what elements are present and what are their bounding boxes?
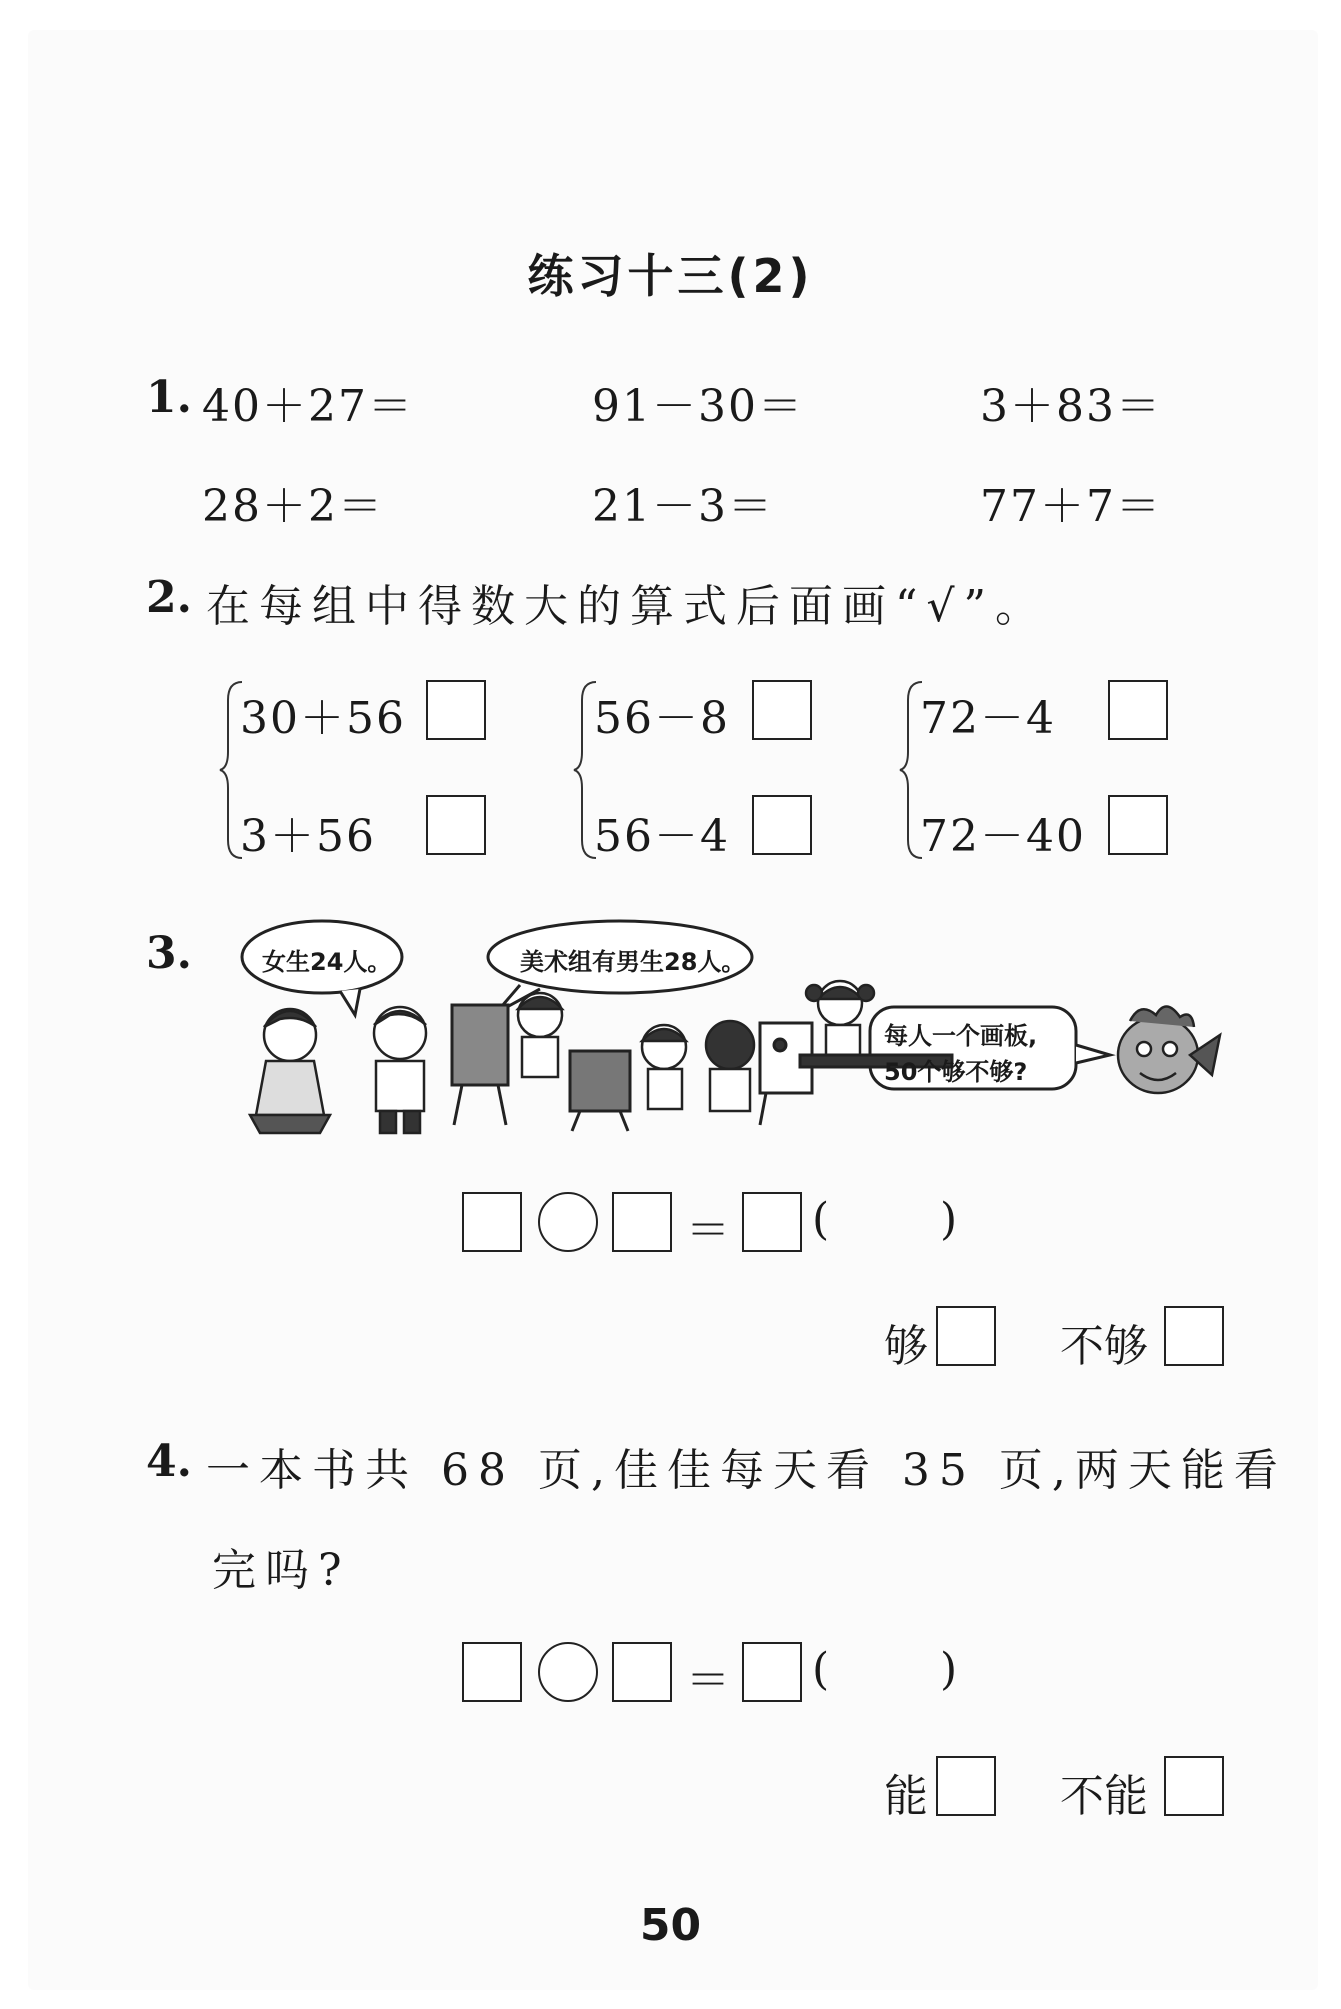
cartoon-creature xyxy=(1118,1006,1220,1093)
q4-paren-close: ) xyxy=(940,1644,960,1695)
q1-expr-2: 91－30＝ xyxy=(592,381,804,432)
page-number: 50 xyxy=(639,1900,702,1951)
q3-bubble-3-line1: 每人一个画板, xyxy=(884,1022,1038,1050)
q4-option-can-label: 能 xyxy=(884,1771,928,1822)
q2-group2-bottom-checkbox[interactable] xyxy=(752,795,812,855)
q1-expr-1: 40＋27＝ xyxy=(202,381,414,432)
q3-number: 3. xyxy=(146,928,192,979)
q4-answer-box-3[interactable] xyxy=(742,1642,802,1702)
easel-3 xyxy=(760,1023,812,1125)
boy-figure-2 xyxy=(518,993,562,1077)
easel-2 xyxy=(570,1051,630,1131)
q3-answer-box-1[interactable] xyxy=(462,1192,522,1252)
q4-text-line1: 一本书共 68 页,佳佳每天看 35 页,两天能看 xyxy=(206,1445,1287,1496)
q2-group1-top-checkbox[interactable] xyxy=(426,680,486,740)
q2-group1-bottom-checkbox[interactable] xyxy=(426,795,486,855)
q3-option-enough-checkbox[interactable] xyxy=(936,1306,996,1366)
q2-group2-top-checkbox[interactable] xyxy=(752,680,812,740)
boy-figure-3 xyxy=(642,1025,686,1109)
q4-option-can-checkbox[interactable] xyxy=(936,1756,996,1816)
q4-answer-box-2[interactable] xyxy=(612,1642,672,1702)
q2-group3-top: 72－4 xyxy=(920,693,1056,744)
q1-number: 1. xyxy=(146,372,192,423)
q4-number: 4. xyxy=(146,1436,192,1487)
q2-group2-top: 56－8 xyxy=(594,693,730,744)
q4-operator-circle[interactable] xyxy=(538,1642,598,1702)
q4-paren-open: ( xyxy=(812,1644,832,1695)
q3-option-not-enough-label: 不够 xyxy=(1060,1321,1148,1372)
q3-answer-box-2[interactable] xyxy=(612,1192,672,1252)
q4-option-cannot-label: 不能 xyxy=(1060,1771,1148,1822)
q3-equals-sign: ＝ xyxy=(686,1205,732,1256)
q2-group3-bottom-checkbox[interactable] xyxy=(1108,795,1168,855)
q3-bubble-1-text: 女生24人。 xyxy=(262,948,392,976)
q2-text: 在每组中得数大的算式后面画“√”。 xyxy=(206,581,1049,632)
q4-equals-sign: ＝ xyxy=(686,1655,732,1706)
easel-1 xyxy=(452,1005,508,1125)
q4-answer-box-1[interactable] xyxy=(462,1642,522,1702)
q2-group3-bottom: 72－40 xyxy=(920,811,1086,862)
q4-option-cannot-checkbox[interactable] xyxy=(1164,1756,1224,1816)
q4-text-line2: 完吗? xyxy=(212,1545,351,1596)
q3-bubble-3-line2: 50个够不够? xyxy=(884,1058,1028,1086)
q3-option-not-enough-checkbox[interactable] xyxy=(1164,1306,1224,1366)
q2-group2-bottom: 56－4 xyxy=(594,811,730,862)
girl-figure-2 xyxy=(806,981,874,1055)
page-title: 练习十三(2) xyxy=(527,249,814,303)
q3-paren-open: ( xyxy=(812,1194,832,1245)
q3-bubble-2-text: 美术组有男生28人。 xyxy=(520,948,746,976)
q2-group1-bottom: 3＋56 xyxy=(240,811,376,862)
boy-figure-4 xyxy=(706,1021,754,1111)
q2-number: 2. xyxy=(146,572,192,623)
q3-option-enough-label: 够 xyxy=(884,1321,928,1372)
q1-expr-3: 3＋83＝ xyxy=(980,381,1162,432)
q2-group3-top-checkbox[interactable] xyxy=(1108,680,1168,740)
q1-expr-5: 21－3＝ xyxy=(592,481,774,532)
boy-figure-1 xyxy=(374,1007,426,1133)
q1-expr-6: 77＋7＝ xyxy=(980,481,1162,532)
girl-figure xyxy=(250,1009,330,1133)
q2-group1-top: 30＋56 xyxy=(240,693,406,744)
q3-answer-box-3[interactable] xyxy=(742,1192,802,1252)
q3-operator-circle[interactable] xyxy=(538,1192,598,1252)
q3-paren-close: ) xyxy=(940,1194,960,1245)
q1-expr-4: 28＋2＝ xyxy=(202,481,384,532)
